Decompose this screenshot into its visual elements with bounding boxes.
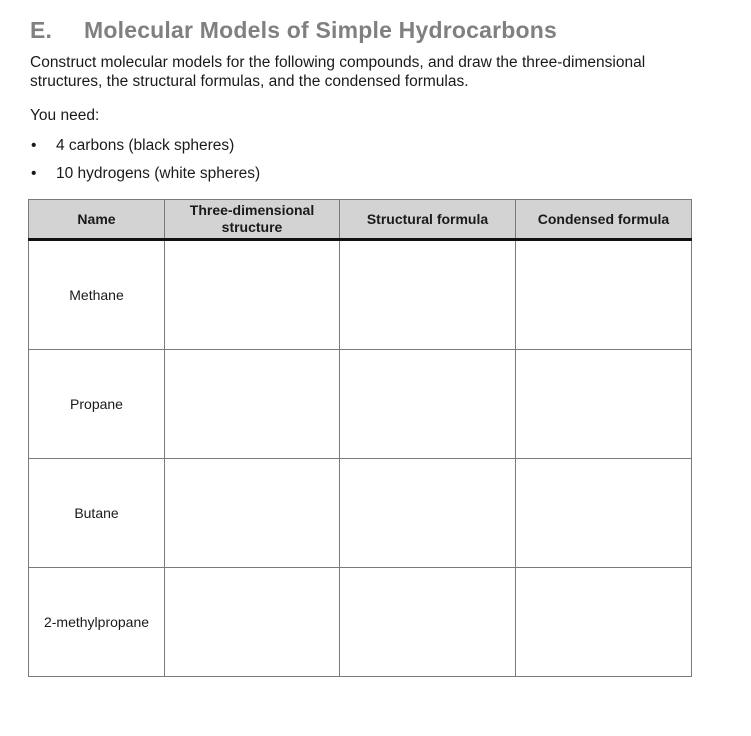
condensed-formula-cell[interactable]	[516, 459, 692, 568]
list-item	[30, 164, 260, 192]
structural-formula-cell[interactable]	[340, 459, 516, 568]
instructions-paragraph: Construct molecular models for the following compounds, and draw the three-dimensional structures, the structural formulas, and the condensed formulas.	[30, 54, 646, 90]
hydrocarbon-table	[28, 199, 692, 677]
structural-formula-cell[interactable]	[340, 568, 516, 677]
table-row	[29, 568, 692, 677]
table-row	[29, 459, 692, 568]
section-title: Molecular Models of Simple Hydrocarbons	[84, 17, 557, 43]
three-d-structure-cell[interactable]	[165, 350, 340, 459]
header-condensed-formula: Condensed formula	[516, 200, 692, 240]
three-d-structure-cell[interactable]	[165, 459, 340, 568]
condensed-formula-cell[interactable]	[516, 568, 692, 677]
materials-list	[30, 136, 260, 192]
three-d-structure-cell[interactable]	[165, 568, 340, 677]
table-row	[29, 350, 692, 459]
compound-name-cell: Propane	[29, 350, 165, 459]
compound-name-cell: 2-methylpropane	[29, 568, 165, 677]
three-d-structure-cell[interactable]	[165, 240, 340, 350]
header-name: Name	[29, 200, 165, 240]
you-need-label: You need:	[30, 107, 100, 124]
list-item	[30, 136, 260, 164]
table-header-row	[29, 200, 692, 240]
header-three-dimensional-structure: Three-dimensional structure	[165, 200, 340, 240]
section-letter: E.	[30, 17, 53, 43]
bullet-icon: •	[31, 137, 37, 154]
compound-name-cell: Butane	[29, 459, 165, 568]
structural-formula-cell[interactable]	[340, 350, 516, 459]
condensed-formula-cell[interactable]	[516, 350, 692, 459]
material-carbons: 4 carbons (black spheres)	[56, 137, 235, 154]
table-row	[29, 240, 692, 350]
section-heading	[30, 17, 557, 44]
compound-name-cell: Methane	[29, 240, 165, 350]
bullet-icon: •	[31, 165, 37, 182]
material-hydrogens: 10 hydrogens (white spheres)	[56, 165, 261, 182]
condensed-formula-cell[interactable]	[516, 240, 692, 350]
structural-formula-cell[interactable]	[340, 240, 516, 350]
header-structural-formula: Structural formula	[340, 200, 516, 240]
